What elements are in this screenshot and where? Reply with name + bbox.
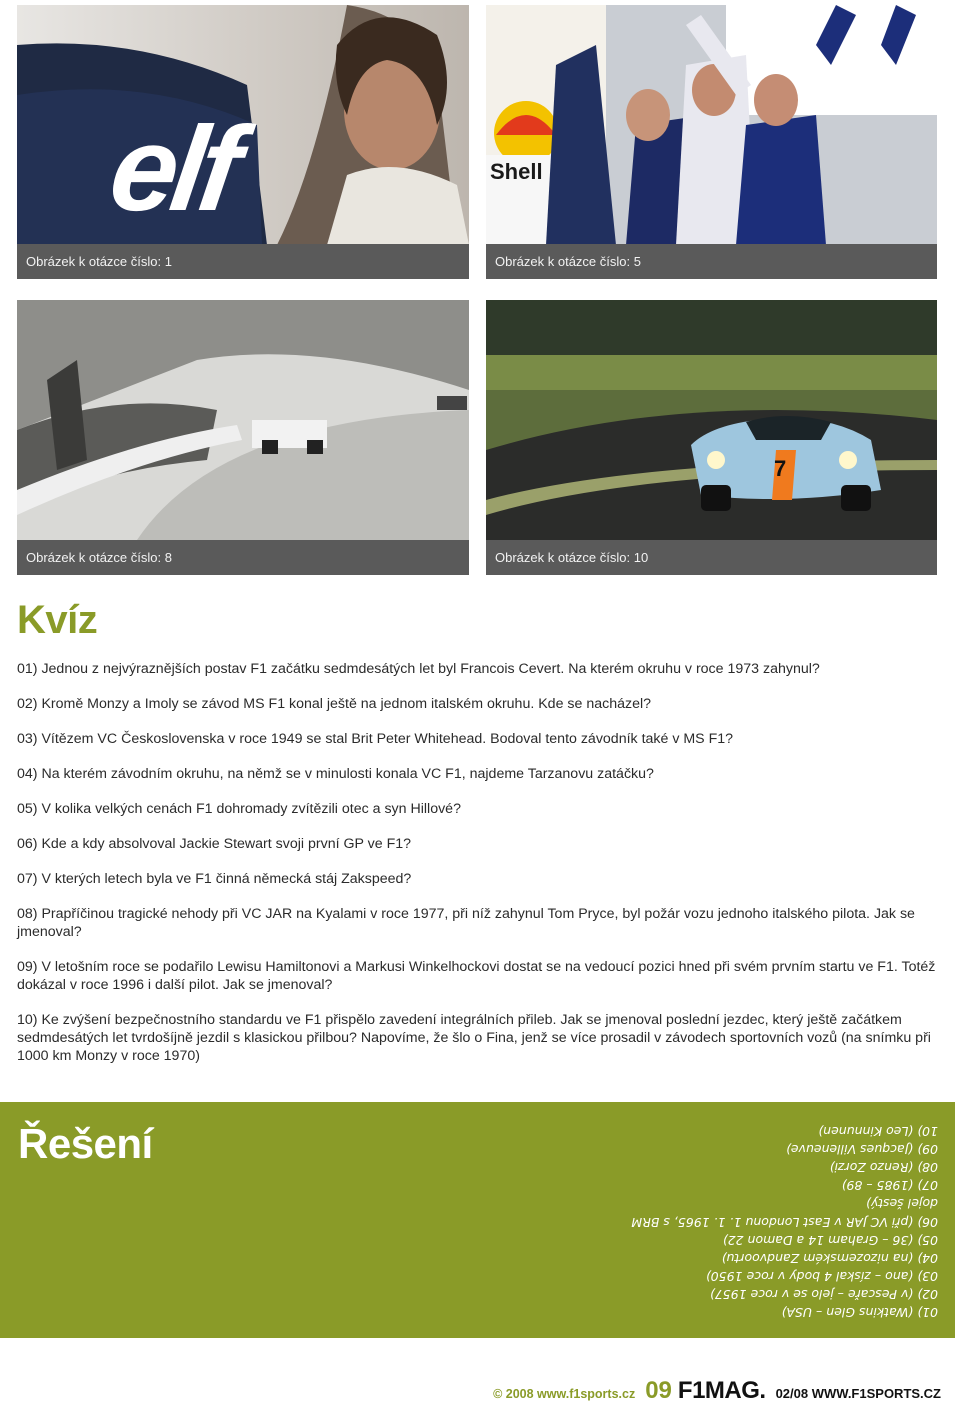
photo-caption-5: Obrázek k otázce číslo: 5 <box>486 244 937 279</box>
question-05: 05) V kolika velkých cenách F1 dohromady zvítězili otec a syn Hillové? <box>17 801 461 817</box>
solution-title: Řešení <box>18 1120 153 1167</box>
answer-06-continued: dojel šestý) <box>865 1196 938 1212</box>
photo-caption-8: Obrázek k otázce číslo: 8 <box>17 540 469 575</box>
question-02: 02) Kromě Monzy a Imoly se závod MS F1 konal ještě na jednom italském okruhu. Kde se nacházel? <box>17 696 652 712</box>
question-03: 03) Vítězem VC Československa v roce 1949 se stal Brit Peter Whitehead. Bodoval tento závodník také v MS F1? <box>17 731 734 747</box>
quiz-title: Kvíz <box>17 598 98 642</box>
solution-box <box>0 1102 955 1338</box>
answer-03: 03) (ano – získal 4 body v roce 1950) <box>705 1268 938 1284</box>
magazine-logo: F1MAG. <box>677 1377 766 1404</box>
photo-caption-1: Obrázek k otázce číslo: 1 <box>17 244 469 279</box>
answer-07: 07) (1985 – 89) <box>841 1178 938 1194</box>
question-06: 06) Kde a kdy absolvoval Jackie Stewart svoji první GP ve F1? <box>17 836 412 852</box>
photo-caption-10: Obrázek k otázce číslo: 10 <box>486 540 937 575</box>
footer-issue: 02/08 WWW.F1SPORTS.CZ <box>775 1386 941 1401</box>
question-09: 09) V letošním roce se podařilo Lewisu Hamiltonovi a Markusi Winkelhockovi dostat se na vedoucí pozici hned při svém prvním startu ve F1. Totéž dokázal v roce 1996 i další pilot. Jak se jmenoval? <box>17 959 936 993</box>
footer-copyright: © 2008 www.f1sports.cz <box>493 1387 636 1401</box>
answer-04: 04) (na nizozemském Zandvoortu) <box>721 1250 938 1266</box>
answer-05: 05) (36 – Graham 14 a Damon 22) <box>722 1232 938 1248</box>
answer-09: 09) (Jacques Villeneuve) <box>785 1142 938 1158</box>
question-07: 07) V kterých letech byla ve F1 činná německá stáj Zakspeed? <box>17 871 412 887</box>
question-04: 04) Na kterém závodním okruhu, na němž se v minulosti konala VC F1, najdeme Tarzanovu zatáčku? <box>17 766 654 782</box>
answer-01: 01) (Watkins Glen – USA) <box>781 1305 938 1321</box>
question-list <box>17 660 939 1082</box>
photo-question-5 <box>486 5 937 245</box>
answer-08: 08) (Renzo Zorzi) <box>829 1160 938 1176</box>
answer-list <box>578 1122 938 1321</box>
page-number: 09 <box>645 1377 672 1404</box>
photo-question-8 <box>17 300 469 540</box>
shell-logo: Shell <box>490 159 543 184</box>
page-footer <box>493 1377 941 1405</box>
photo-question-10 <box>486 300 937 540</box>
car-number: 7 <box>774 456 787 481</box>
photo-question-1 <box>17 5 469 245</box>
question-01: 01) Jednou z nejvýraznějších postav F1 začátku sedmdesátých let byl Francois Cevert. Na kterém okruhu v roce 1973 zahynul? <box>17 661 820 677</box>
question-08: 08) Prapříčinou tragické nehody při VC JAR na Kyalami v roce 1977, při níž zahynul Tom Pryce, byl požár vozu jednoho italského pilota. Jak se jmenoval? <box>17 906 915 940</box>
answer-06: 06) (při VC JAR v East Londonu 1. 1. 1965, s BRM <box>631 1214 938 1230</box>
answer-02: 02) (v Pescaře – jelo se v roce 1957) <box>709 1286 938 1302</box>
question-10: 10) Ke zvýšení bezpečnostního standardu ve F1 přispělo zavedení integrálních přileb. Jak se jmenoval poslední jezdec, který ještě začátkem sedmdesátých let tvrdošíjně jezdil s klasickou přilbou? Napovíme, že šlo o Fina, jenž se více prosadil v závodech sportovních vozů (na snímku při 1000 km Monzy v roce 1970) <box>17 1012 931 1064</box>
elf-logo: elf <box>102 102 244 236</box>
answer-10: 10) (Leo Kinnunen) <box>818 1124 938 1140</box>
